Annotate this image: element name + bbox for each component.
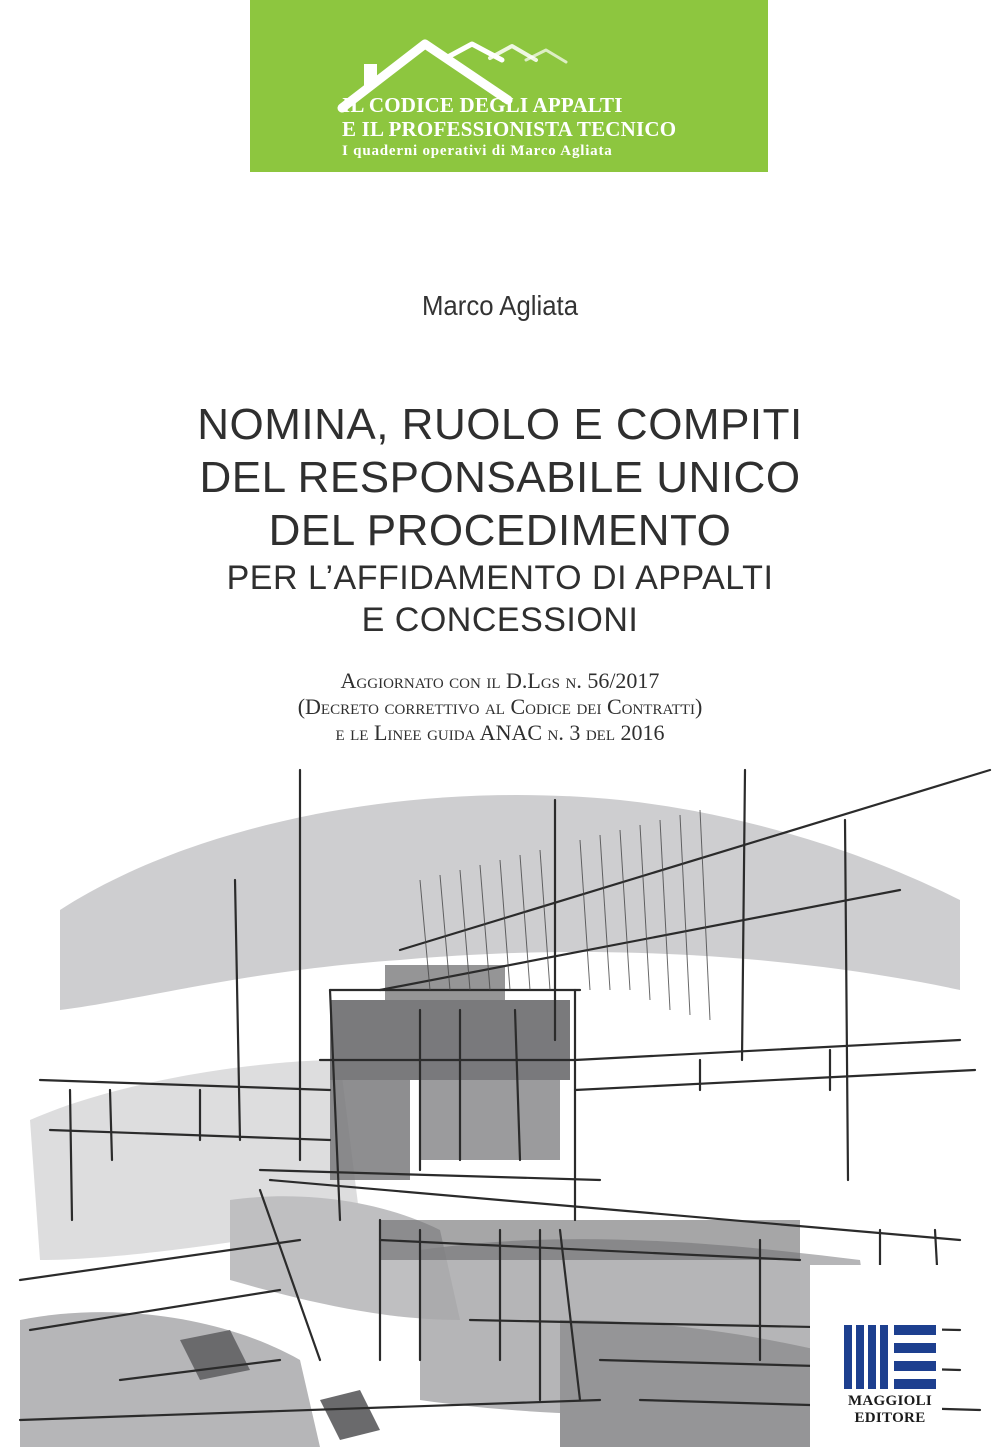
title-line: NOMINA, RUOLO E COMPITI [197,400,803,449]
update-note-line: (Decreto correttivo al Codice dei Contratti) [297,694,703,719]
publisher-badge [810,1265,942,1447]
book-title [0,398,1000,641]
title-line: DEL RESPONSABILE UNICO [199,453,801,502]
publisher-logo-icon [844,1325,936,1389]
publisher-name-suffix: EDITORE [854,1410,926,1426]
subtitle-line: E CONCESSIONI [361,601,639,639]
subtitle-line: PER L’AFFIDAMENTO DI APPALTI [226,559,774,597]
title-line: DEL PROCEDIMENTO [268,506,732,555]
publisher-name: MAGGIOLI [847,1393,933,1409]
series-title-line2: E IL PROFESSIONISTA TECNICO [342,117,677,141]
update-note [0,668,1000,746]
update-note-line: Aggiornato con il D.Lgs n. 56/2017 [340,668,660,693]
author-name: Marco Agliata [421,290,579,321]
update-note-line: e le Linee guida ANAC n. 3 del 2016 [335,720,665,745]
series-title-line1: IL CODICE DEGLI APPALTI [342,93,623,117]
series-subtitle: I quaderni operativi di Marco Agliata [342,143,613,159]
series-banner [250,0,768,172]
